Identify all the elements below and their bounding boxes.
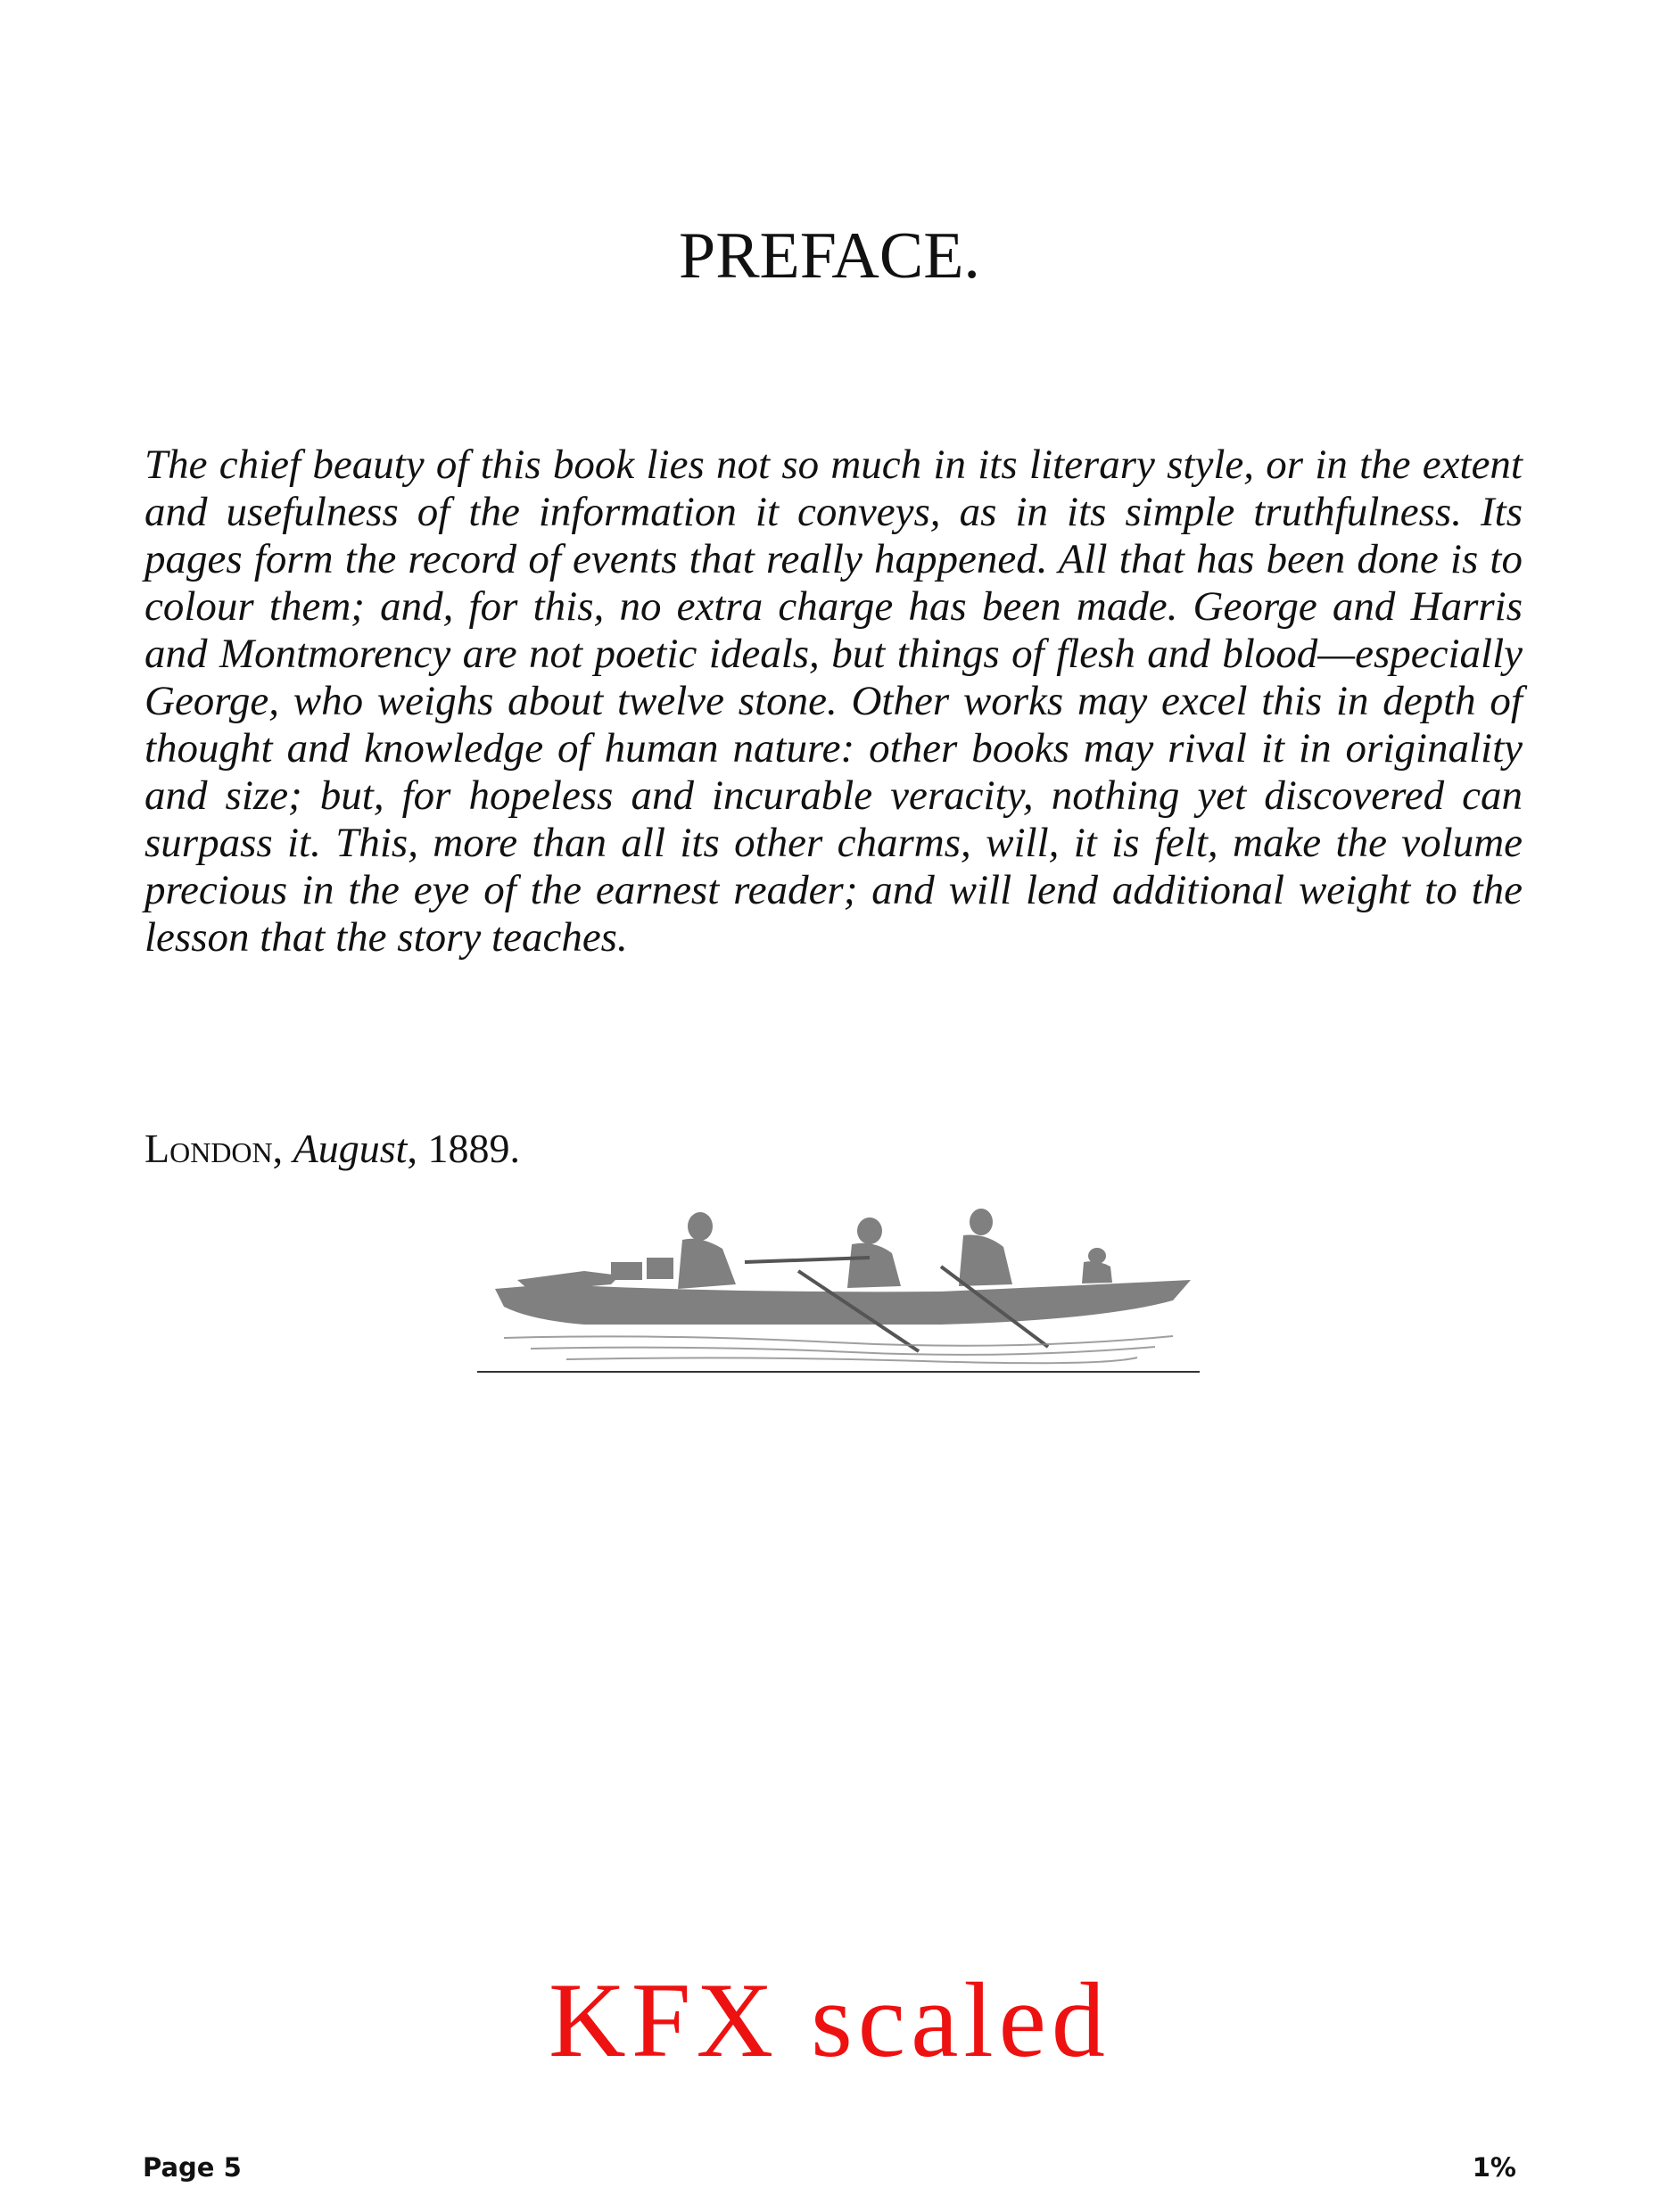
kfx-scaled-overlay-label: KFX scaled — [549, 1960, 1110, 2079]
signature-comma-2: , — [407, 1126, 428, 1171]
page-title: PREFACE. — [679, 219, 980, 293]
preface-signature — [144, 1128, 520, 1169]
rowing-boat-illustration — [477, 1195, 1200, 1374]
signature-year: 1889. — [427, 1126, 520, 1171]
preface-paragraph: The chief beauty of this book lies not so much in its literary style, or in the extent and usefulness of the information it conveys, as in its simple truthfulness. Its pages form the record of events that really happened. All that has been done is to colour them; and, for this, no extra charge has been made. George and Harris and Montmorency are not poetic ideals, but things of flesh and blood—especially George, who weighs about twelve stone. Other works may excel this in depth of thought and knowledge of human nature: other books may rival it in originality and size; but, for hopeless and incurable veracity, nothing yet discovered can surpass it. This, more than all its other charms, will, it is felt, make the volume precious in the eye of the earnest reader; and will lend additional weight to the lesson that the story teaches. — [144, 442, 1523, 961]
signature-place: London — [144, 1126, 273, 1171]
signature-month: August — [293, 1126, 408, 1171]
footer-page-number: Page 5 — [143, 2152, 242, 2183]
footer-reading-progress: 1% — [1472, 2152, 1516, 2183]
signature-comma-1: , — [272, 1126, 293, 1171]
